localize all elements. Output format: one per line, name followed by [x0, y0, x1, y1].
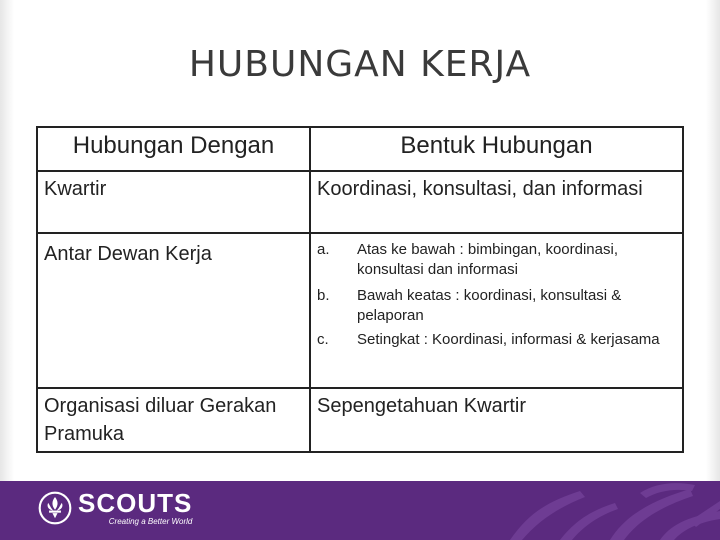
list-item — [317, 330, 676, 350]
list-text: Atas ke bawah : bimbingan, koordinasi, konsultasi dan informasi — [357, 241, 618, 278]
cell-relation: Antar Dewan Kerja — [37, 233, 310, 388]
header-relation: Hubungan Dengan — [37, 127, 310, 171]
relations-table — [36, 126, 684, 453]
list-marker: a. — [317, 241, 330, 258]
cell-relation: Organisasi diluar Gerakan Pramuka — [37, 388, 310, 452]
table-header-row — [37, 127, 683, 171]
list-item — [317, 240, 676, 280]
cell-relation: Kwartir — [37, 171, 310, 233]
list-marker: c. — [317, 331, 329, 348]
header-form: Bentuk Hubungan — [310, 127, 683, 171]
list-item — [317, 286, 676, 326]
logo-tagline: Creating a Better World — [108, 517, 193, 526]
list-text: Setingkat : Koordinasi, informasi & kerjasama — [357, 331, 660, 348]
slide-title: HUBUNGAN KERJA — [188, 44, 532, 85]
logo-text-block — [78, 489, 192, 527]
fleur-de-lis-icon — [38, 491, 72, 525]
footer-bar — [0, 481, 720, 540]
logo-wordmark: SCOUTS — [78, 488, 193, 518]
cell-form: Sepengetahuan Kwartir — [310, 388, 683, 452]
table-row — [37, 171, 683, 233]
cell-form-list — [310, 233, 683, 388]
form-list — [317, 240, 676, 350]
cell-form: Koordinasi, konsultasi, dan informasi — [310, 171, 683, 233]
table-row — [37, 233, 683, 388]
scouts-logo — [38, 489, 192, 527]
list-marker: b. — [317, 287, 330, 304]
list-text: Bawah keatas : koordinasi, konsultasi & pelaporan — [357, 287, 622, 324]
table-row — [37, 388, 683, 452]
decorative-pattern — [490, 481, 720, 540]
